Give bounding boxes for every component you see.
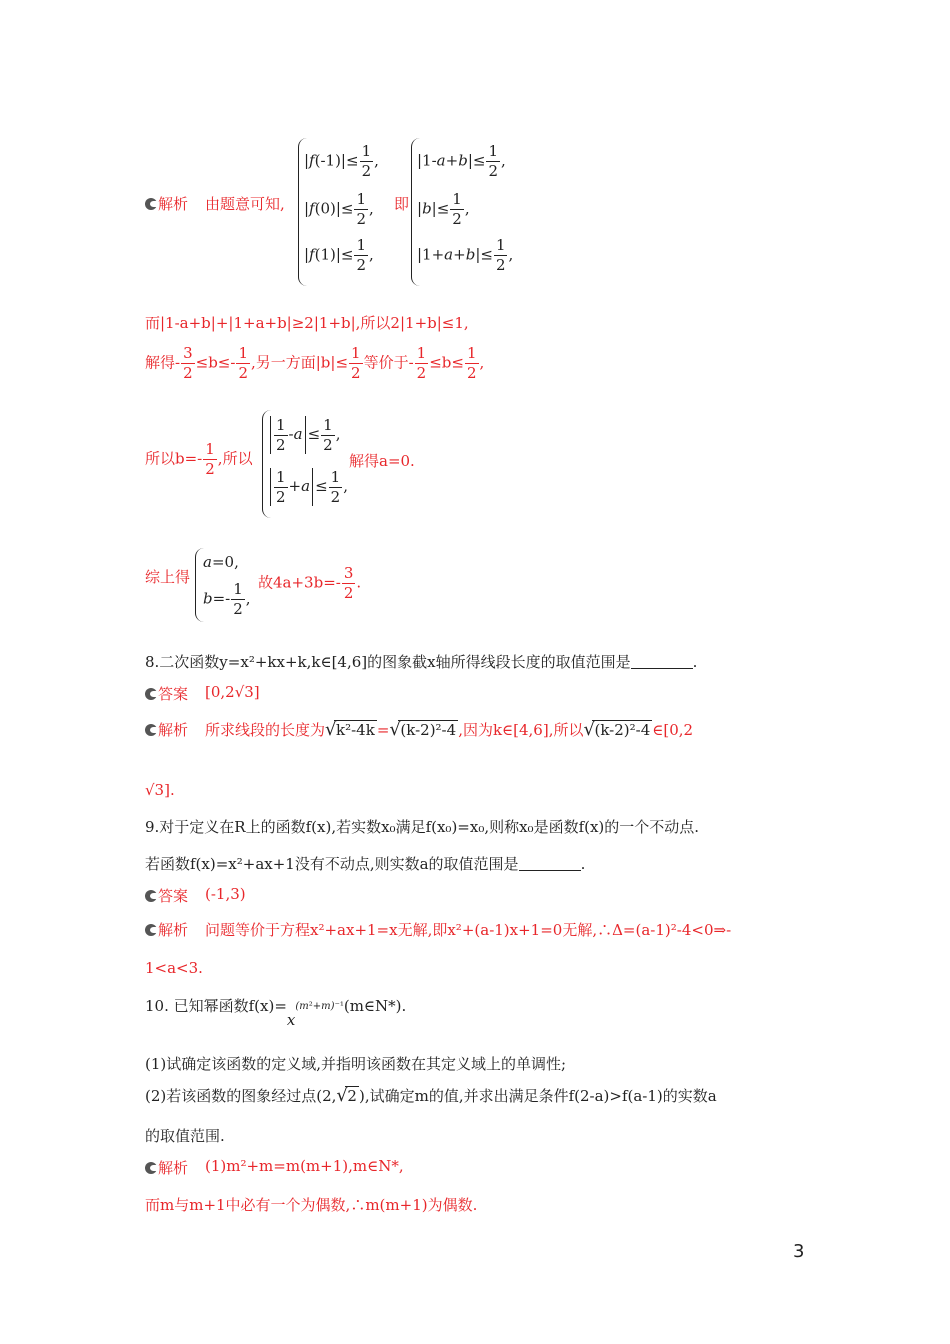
q10-solution-label: 解析	[145, 1157, 188, 1178]
sys3-row1: $\frac{1}{2}$ -a ≤ $\frac{1}{2}$ ,	[268, 416, 340, 454]
q8-answer: [0,2√3]	[205, 683, 260, 701]
q8-answer-label: 答案	[145, 683, 188, 704]
answer-badge-icon	[145, 924, 157, 936]
q7-ji: 即	[394, 195, 410, 213]
q10-part2: (2)若该函数的图象经过点(2, √ 2 ),试确定m的值,并求出满足条件f(2-a)>f(a-1)的实数a	[145, 1085, 717, 1106]
q10-part2-cont: 的取值范围.	[145, 1127, 225, 1145]
q7-line3-a: 所以b=- $\frac{1}{2}$ ,所以	[145, 440, 253, 478]
sys1-row2: |f(0)|≤ $\frac{1}{2}$ ,	[304, 190, 374, 228]
answer-badge-icon	[145, 890, 157, 902]
q7-solution-label: 解析	[145, 193, 188, 214]
answer-badge-icon	[145, 198, 157, 210]
q10-part1: (1)试确定该函数的定义域,并指明该函数在其定义域上的单调性;	[145, 1055, 567, 1073]
sys2-row1: |1-a+b|≤ $\frac{1}{2}$ ,	[417, 142, 506, 180]
q9-stem1: 9.对于定义在R上的函数f(x),若实数x₀满足f(x₀)=x₀,则称x₀是函数f(x)的一个不动点.	[145, 818, 700, 836]
q7-intro: 由题意可知,	[205, 195, 285, 213]
q7-line1: 而|1-a+b|+|1+a+b|≥2|1+b|,所以2|1+b|≤1,	[145, 314, 469, 332]
q9-answer-label: 答案	[145, 885, 188, 906]
sys1-row3: |f(1)|≤ $\frac{1}{2}$ ,	[304, 236, 374, 274]
q7-line2: 解得- $\frac{3}{2}$ ≤b≤- $\frac{1}{2}$ ,另一方面|b|≤ $\frac{1}{2}$ 等价于- $\frac{1}{2}$ ≤b≤ $\frac{1}{2}$ ,	[145, 344, 485, 382]
q9-answer: (-1,3)	[205, 885, 246, 903]
q7-line4-a: 综上得	[145, 568, 191, 586]
q9-solution-line1: 问题等价于方程x²+ax+1=x无解,即x²+(a-1)x+1=0无解,∴Δ=(a-1)²-4<0⇒-	[205, 921, 732, 939]
q10-stem: 10. 已知幂函数$f(x)=x^{(m^2+m)^{-1}}(m\in N*)$.	[145, 997, 407, 1029]
sys4-row2: b=- $\frac{1}{2}$ ,	[203, 580, 251, 618]
q10-solution-line2: 而m与m+1中必有一个为偶数,∴m(m+1)为偶数.	[145, 1196, 478, 1214]
q7-line4-b: 故4a+3b=- $\frac{3}{2}$ .	[258, 564, 362, 602]
q9-solution-line2: 1<a<3.	[145, 959, 203, 977]
answer-badge-icon	[145, 724, 157, 736]
q8-solution-line1: 所求线段的长度为 √ k²-4k = √ (k-2)²-4 ,因为k∈[4,6],所以 √ (k-2)²-4 ∈[0,2	[205, 719, 694, 740]
sys2-row2: |b|≤ $\frac{1}{2}$ ,	[417, 190, 470, 228]
q8-solution-label: 解析	[145, 719, 188, 740]
sys1-row1: |f(-1)|≤ $\frac{1}{2}$ ,	[304, 142, 379, 180]
q10-solution-line1: (1)m²+m=m(m+1),m∈N*,	[205, 1157, 404, 1175]
answer-badge-icon	[145, 688, 157, 700]
q8-solution-line2: √3].	[145, 781, 175, 799]
page-number: 3	[793, 1241, 805, 1262]
sys2-row3: |1+a+b|≤ $\frac{1}{2}$ ,	[417, 236, 514, 274]
q7-line3-c: 解得a=0.	[349, 452, 415, 470]
sys3-row2: $\frac{1}{2}$ +a ≤ $\frac{1}{2}$ ,	[268, 468, 348, 506]
q8-stem: 8.二次函数y=x²+kx+k,k∈[4,6]的图象截x轴所得线段长度的取值范围是 .	[145, 653, 698, 671]
sys4-row1: a=0,	[203, 553, 239, 571]
q9-solution-label: 解析	[145, 919, 188, 940]
answer-badge-icon	[145, 1162, 157, 1174]
q9-stem2: 若函数f(x)=x²+ax+1没有不动点,则实数a的取值范围是 .	[145, 855, 586, 873]
